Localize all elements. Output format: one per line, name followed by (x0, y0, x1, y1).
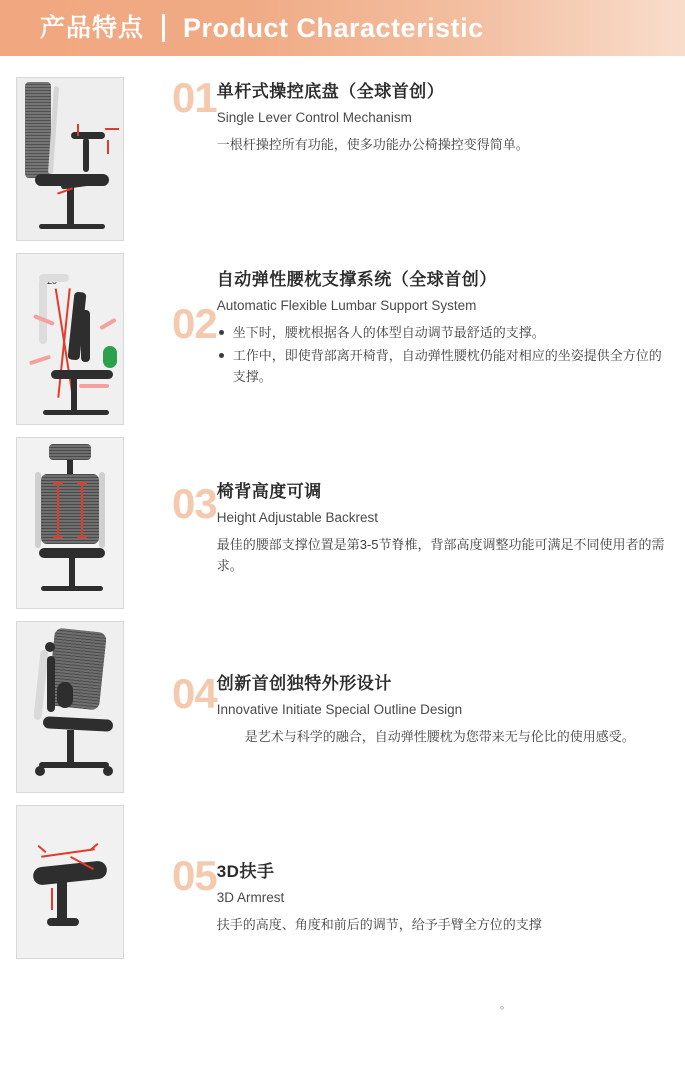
header-title-en: Product Characteristic (183, 12, 484, 43)
feature-title-cn-03: 椅背高度可调 (216, 482, 322, 501)
feature-desc-04: 是艺术与科学的融合，自动弹性腰枕为您带来无与伦比的使用感受。 (244, 729, 635, 744)
feature-title-cn-04: 创新首创独特外形设计 (216, 674, 392, 693)
chair-illustration-armrest (17, 806, 123, 958)
feature-title-en-04: Innovative Initiate Special Outline Design (216, 702, 463, 717)
feature-number-04: 04 (172, 670, 217, 717)
feature-image-05 (16, 805, 124, 959)
feature-desc-05: 扶手的高度、角度和前后的调节，给予手臂全方位的支撑 (216, 917, 542, 932)
header-divider (162, 14, 165, 42)
feature-number-02: 02 (172, 300, 217, 347)
list-item (0, 805, 685, 959)
feature-text-03 (217, 437, 685, 576)
feature-image-04 (16, 621, 124, 793)
feature-image-02 (16, 253, 124, 425)
feature-image-01 (16, 77, 124, 241)
list-item (0, 253, 685, 425)
feature-title-cn-05: 3D扶手 (216, 862, 275, 881)
feature-title-cn-01: 单杆式操控底盘（全球首创） (216, 82, 445, 101)
list-item (0, 621, 685, 793)
chair-illustration-backrest (17, 438, 123, 608)
feature-bullets-02 (217, 322, 665, 387)
feature-number-01: 01 (172, 74, 217, 121)
list-item (0, 74, 685, 241)
feature-title-en-01: Single Lever Control Mechanism (216, 110, 412, 125)
feature-title-en-05: 3D Armrest (216, 890, 285, 905)
feature-text-01 (217, 77, 685, 155)
list-item (0, 437, 685, 609)
list-item: 坐下时，腰枕根据各人的体型自动调节最舒适的支撑。 (217, 322, 665, 343)
feature-image-03 (16, 437, 124, 609)
feature-desc-01: 一根杆操控所有功能，使多功能办公椅操控变得简单。 (216, 137, 529, 152)
footer-mark: 。 (500, 999, 511, 1011)
header-title-cn: 产品特点 (40, 13, 145, 42)
chair-illustration-lumbar (17, 254, 123, 424)
list-item: 工作中，即使背部离开椅背，自动弹性腰枕仍能对相应的坐姿提供全方位的支撑。 (217, 345, 665, 387)
feature-list (0, 74, 685, 959)
chair-illustration-outline (17, 622, 123, 792)
feature-text-02 (217, 253, 685, 389)
feature-title-en-02: Automatic Flexible Lumbar Support System (216, 298, 477, 313)
feature-text-05 (217, 805, 685, 935)
feature-text-04 (217, 621, 685, 747)
feature-title-en-03: Height Adjustable Backrest (216, 510, 379, 525)
feature-title-cn-02: 自动弹性腰枕支撑系统（全球首创） (216, 270, 497, 289)
page-header (0, 0, 685, 56)
feature-desc-03: 最佳的腰部支撑位置是第3-5节脊椎，背部高度调整功能可满足不同使用者的需求。 (216, 537, 665, 574)
feature-number-05: 05 (172, 852, 217, 899)
feature-number-03: 03 (172, 480, 217, 527)
chair-illustration-mechanism (17, 78, 123, 240)
